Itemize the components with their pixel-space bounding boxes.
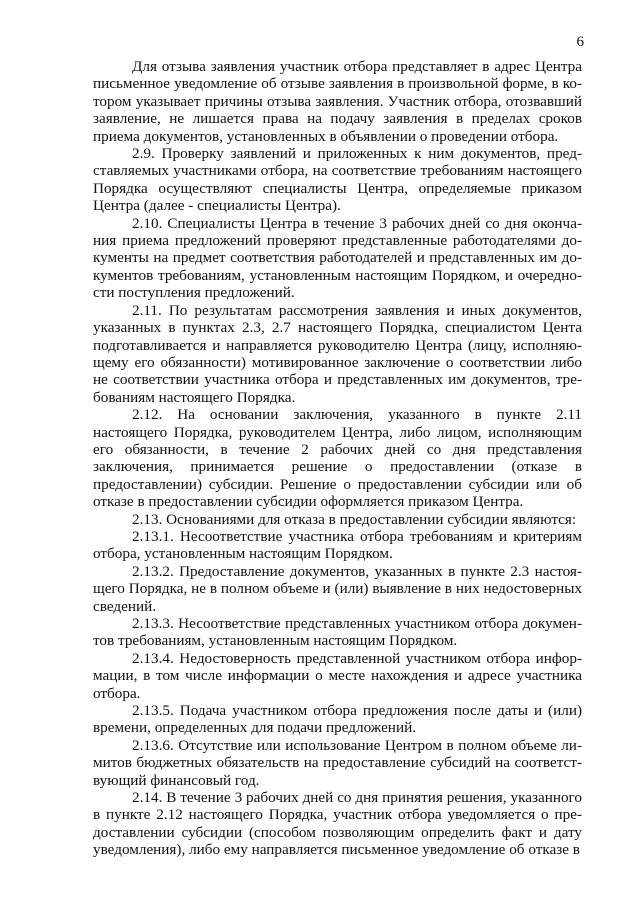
paragraph-withdrawal: Для отзыва заявления участник отбора представляет в адрес Центра письменное уведомление об отзыве заявления в произвольной форме, в котором указывает причины отзыва заявления. Участник отбора, отозвавший заявление, не лишается права на подачу заявления в пределах сроков приема документов, установленных в объявлении о проведении отбора. [93,58,582,145]
paragraph-2-9: 2.9. Проверку заявлений и приложенных к ним документов, представляемых участниками отбора, на соответствие требованиям настоящего Порядка осуществляют специалисты Центра, определяемые приказом Центра (далее - специалисты Центра). [93,145,582,215]
paragraph-2-11: 2.11. По результатам рассмотрения заявления и иных документов, указанных в пунктах 2.3, 2.7 настоящего Порядка, специалистом Цента подготавливается и направляется руководителю Центра (лицу, исполняющему его обязанности) мотивированное заключение о соответствии либо не соответствии участника отбора и представленных им документов, требованиям настоящего Порядка. [93,301,582,406]
paragraph-2-10: 2.10. Специалисты Центра в течение 3 рабочих дней со дня окончания приема предложений проверяют представленные работодателями документы на предмет соответствия работодателей и представленных им документов требованиям, установленным настоящим Порядком, и очередности поступления предложений. [93,214,582,302]
paragraph-2-13-3: 2.13.3. Несоответствие представленных участником отбора документов требованиям, установленным настоящим Порядком. [93,615,582,650]
paragraph-2-13: 2.13. Основаниями для отказа в предоставлении субсидии являются: [132,510,577,528]
paragraph-2-13-6: 2.13.6. Отсутствие или использование Центром в полном объеме лимитов бюджетных обязательств на предоставление субсидий на соответствующий финансовый год. [93,736,582,789]
paragraph-2-13-2: 2.13.2. Предоставление документов, указанных в пункте 2.3 настоящего Порядка, не в полном объеме и (или) выявление в них недостоверных сведений. [93,562,582,615]
paragraph-2-14: 2.14. В течение 3 рабочих дней со дня принятия решения, указанного в пункте 2.12 настоящего Порядка, участник отбора уведомляется о предоставлении субсидии (способом позволяющим определить факт и дату уведомления), либо ему направляется письменное уведомление об отказе в [93,789,582,859]
paragraph-2-13-1: 2.13.1. Несоответствие участника отбора требованиям и критериям отбора, установленным настоящим Порядком. [93,527,582,563]
paragraph-2-13-5: 2.13.5. Подача участником отбора предложения после даты и (или) времени, определенных для подачи предложений. [93,702,582,737]
paragraph-2-13-4: 2.13.4. Недостоверность представленной участником отбора информации, в том числе информации о месте нахождения и адресе участника отбора. [93,649,582,702]
page-number: 6 [576,34,584,50]
document-body [93,58,582,859]
paragraph-2-12: 2.12. На основании заключения, указанного в пункте 2.11 настоящего Порядка, руководителем Центра, либо лицом, исполняющим его обязанности, в течение 2 рабочих дней со дня представления заключения, принимается решение о предоставлении (отказе в предоставлении) субсидии. Решение о предоставлении субсидии или об отказе в предоставлении субсидии оформляется приказом Центра. [93,406,582,511]
